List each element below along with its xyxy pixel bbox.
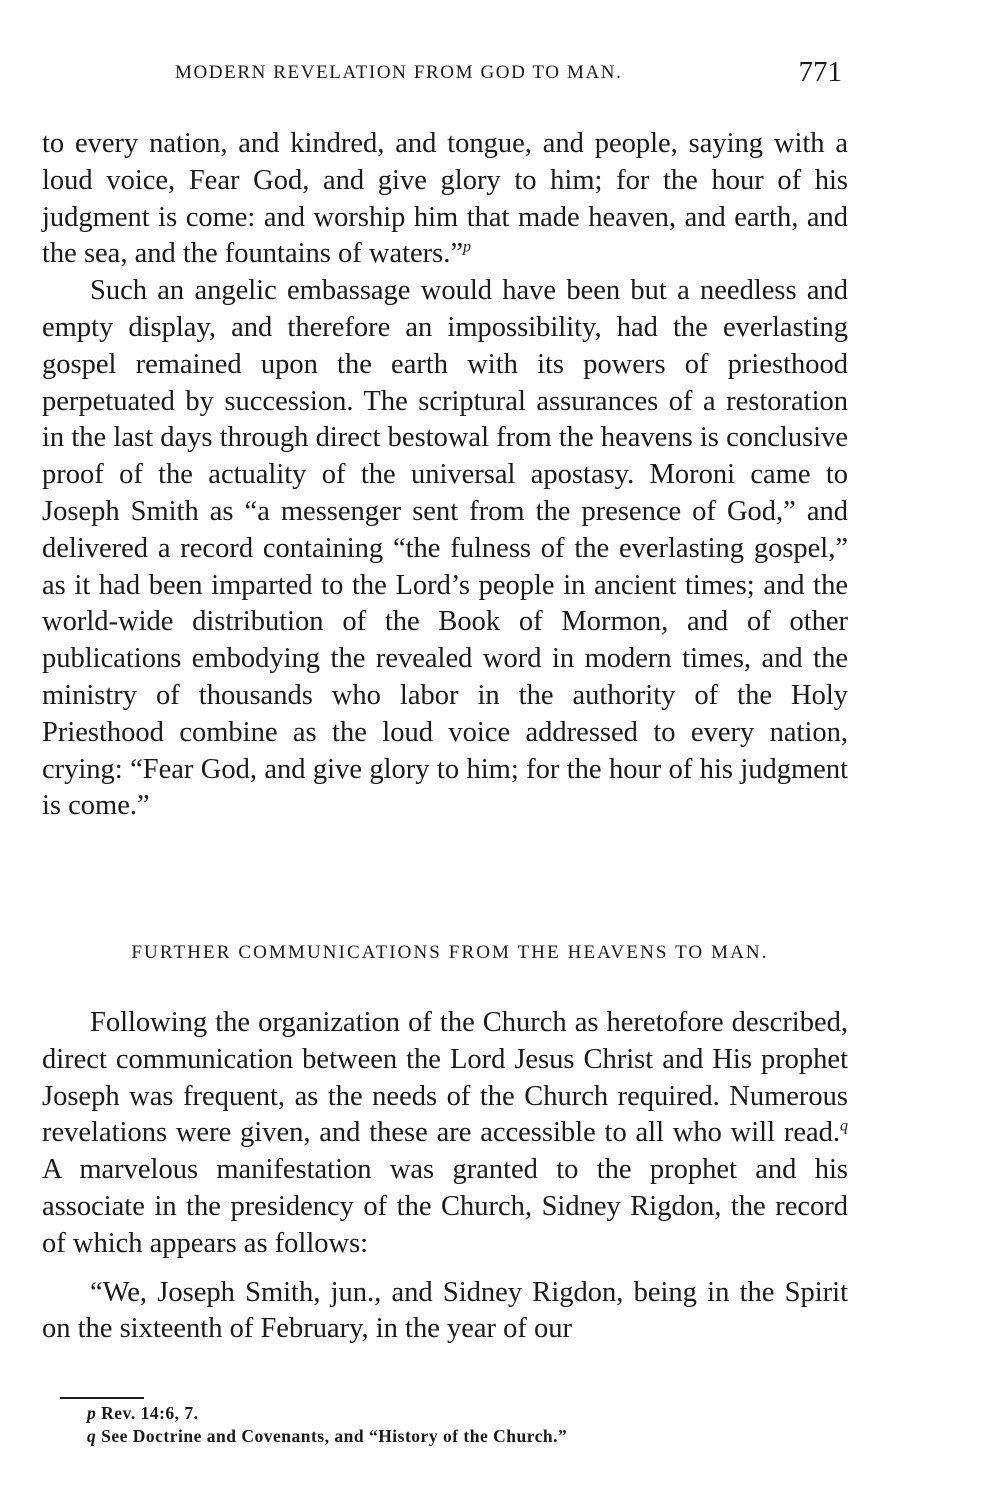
paragraph-quotation: “We, Joseph Smith, jun., and Sidney Rigdon, being in the Spirit on the sixteenth of February, in the year of our: [42, 1276, 848, 1345]
footnote-item: [87, 1402, 567, 1425]
footnote-text: See Doctrine and Covenants, and “History of the Church.”: [101, 1426, 568, 1446]
paragraph-text: Following the organization of the Church as heretofore described, direct communication between the Lord Jesus Christ and His prophet Joseph was frequent, as the needs of the Church required. Numerous revelations were given, and these are accessible to all who will read.: [42, 1007, 848, 1149]
paragraph-text: to every nation, and kindred, and tongue, and people, saying with a loud voice, Fear God, and give glory to him; for the hour of his judgment is come: and worship him that made heaven, and earth, and the sea, and the fountains of waters.”: [42, 128, 848, 270]
section-heading: FURTHER COMMUNICATIONS FROM THE HEAVENS TO MAN.: [131, 942, 769, 963]
paragraph-angelic-embassage: Such an angelic embassage would have been but a needless and empty display, and therefore an impossibility, had the everlasting gospel remained upon the earth with its powers of priesthood perpetuated by succession. The scriptural assurances of a restoration in the last days through direct bestowal from the heavens is conclusive proof of the actuality of the universal apostasy. Moroni came to Joseph Smith as “a messenger sent from the presence of God,” and delivered a record containing “the fulness of the everlasting gospel,” as it had been imparted to the Lord’s people in ancient times; and the world-wide distribution of the Book of Mormon, and of other publications embodying the revealed word in modern times, and the ministry of thousands who labor in the authority of the Holy Priesthood combine as the loud voice addressed to every nation, crying: “Fear God, and give glory to him; for the hour of his judgment is come.”: [42, 275, 848, 822]
footnote-mark: p: [87, 1403, 97, 1423]
paragraph-text: A marvelous manifestation was granted to the prophet and his associate in the presidency of the Church, Sidney Rigdon, the record of which appears as follows:: [42, 1154, 848, 1259]
upper-text-block: [42, 126, 848, 825]
running-title: MODERN REVELATION FROM GOD TO MAN.: [175, 62, 623, 83]
footnote-divider: [60, 1397, 144, 1399]
footnote-reference-p: p: [463, 238, 472, 256]
footnote-reference-q: q: [840, 1117, 848, 1135]
paragraph-further-communications: [42, 1005, 848, 1263]
footnote-mark: q: [87, 1426, 97, 1446]
footnotes: [87, 1402, 567, 1448]
paragraph-continuation: [42, 126, 848, 273]
lower-text-block: [42, 1005, 848, 1348]
footnote-item: [87, 1425, 567, 1448]
page-number: 771: [798, 56, 842, 88]
footnote-text: Rev. 14:6, 7.: [101, 1403, 199, 1423]
